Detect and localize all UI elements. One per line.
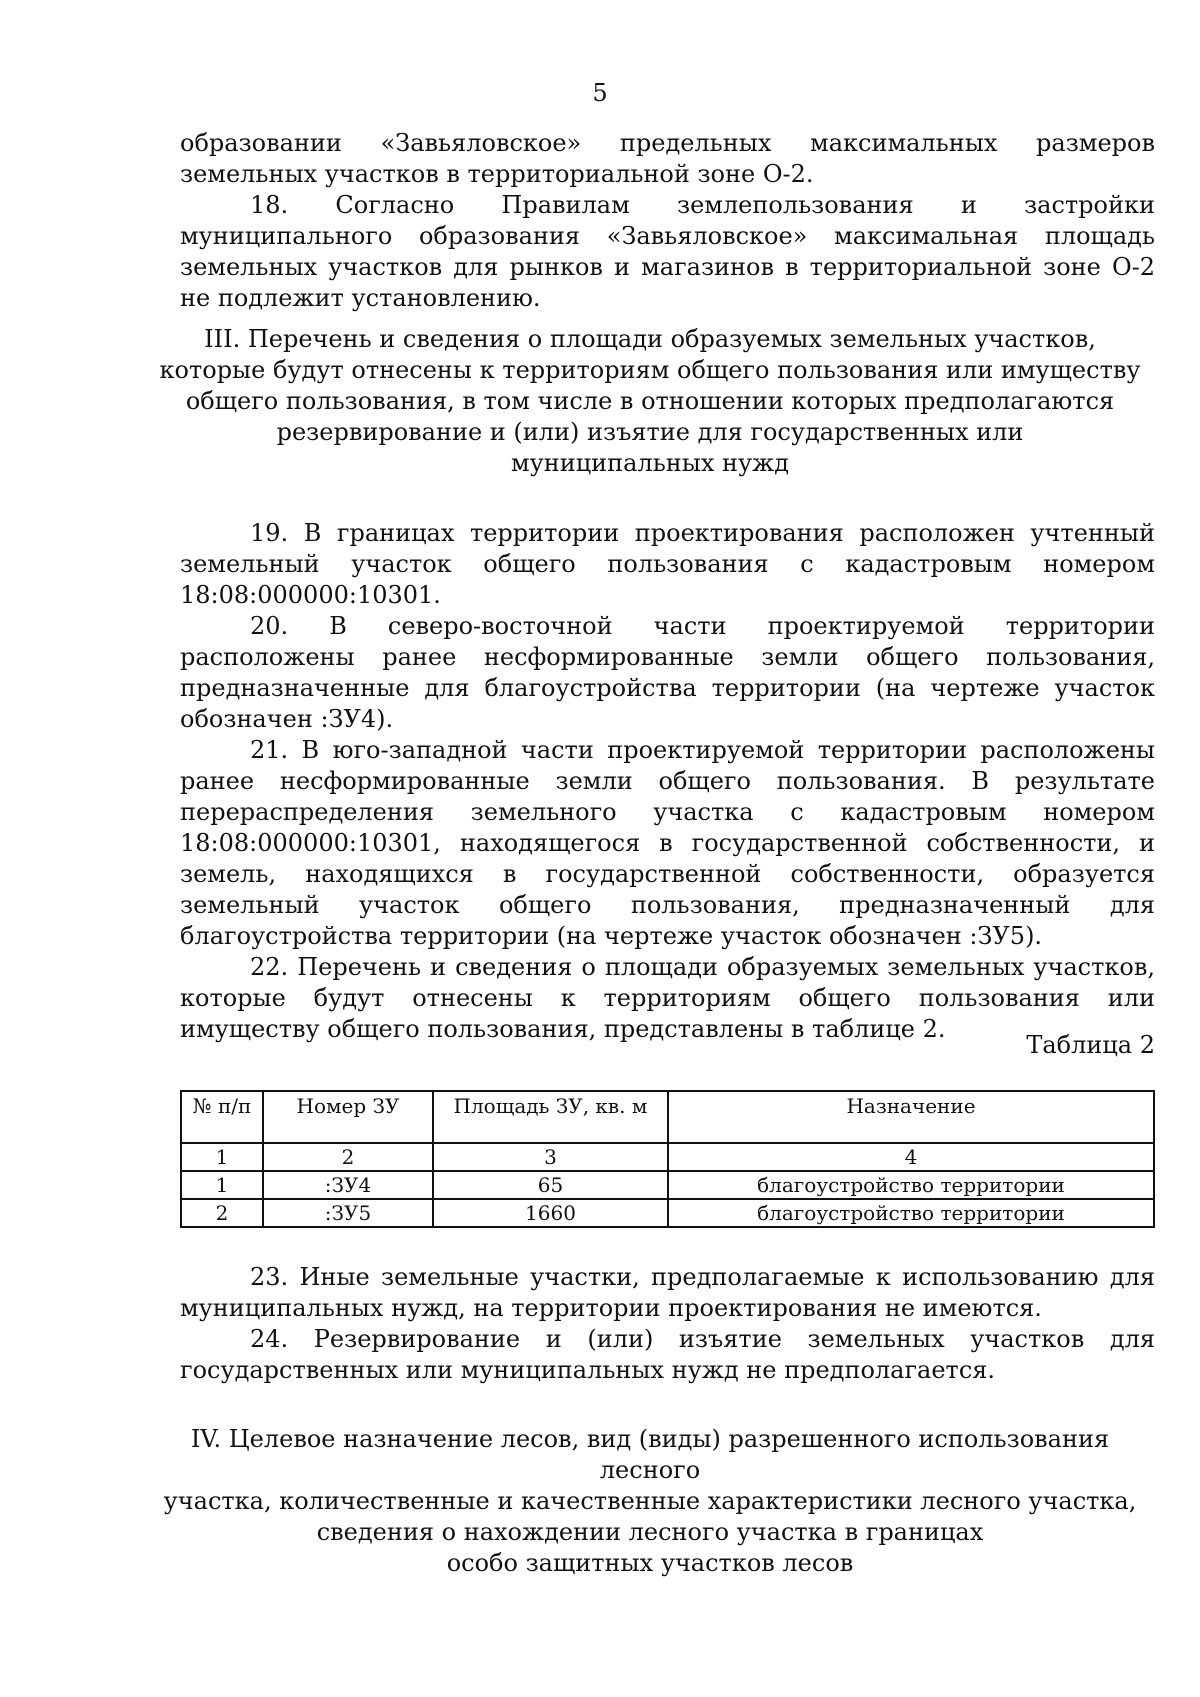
- table-caption: Таблица 2: [1026, 1031, 1155, 1059]
- table-cell: 1: [181, 1171, 263, 1199]
- heading-line: которые будут отнесены к территориям общего пользования или имуществу: [159, 356, 1141, 384]
- header-cell: № п/п: [181, 1091, 263, 1143]
- heading-line: муниципальных нужд: [510, 449, 790, 477]
- column-number-cell: 2: [263, 1143, 433, 1171]
- heading-line: III. Перечень и сведения о площади образуемых земельных участков,: [204, 325, 1096, 353]
- paragraph-22: 22. Перечень и сведения о площади образуемых земельных участков, которые будут отнесены к территориям общего пользования или имуществу общего пользования, представлены в таблице 2.: [180, 953, 1155, 1043]
- table-cell: :ЗУ5: [263, 1199, 433, 1227]
- heading-line: резервирование и (или) изъятие для государственных или: [276, 418, 1024, 446]
- header-cell: Площадь ЗУ, кв. м: [433, 1091, 668, 1143]
- paragraph-21: 21. В юго-западной части проектируемой территории расположены ранее несформированные земли общего пользования. В результате перераспределения земельного участка с кадастровым номером 18:08:000000:10301, находящегося в государственной собственности, и земель, находящихся в государственной собственности, образуется земельный участок общего пользования, предназначенный для благоустройства территории (на чертеже участок обозначен :ЗУ5).: [180, 736, 1155, 950]
- table-cell: благоустройство территории: [668, 1171, 1154, 1199]
- middle-paragraphs: [180, 518, 1155, 1045]
- table-cell: 1660: [433, 1199, 668, 1227]
- paragraph-20: 20. В северо-восточной части проектируемой территории расположены ранее несформированные земли общего пользования, предназначенные для благоустройства территории (на чертеже участок обозначен :ЗУ4).: [180, 612, 1155, 733]
- heading-line: общего пользования, в том числе в отношении которых предполагаются: [185, 387, 1115, 415]
- paragraph-continued: образовании «Завьяловское» предельных максимальных размеров земельных участков в территориальной зоне О-2.: [180, 129, 1155, 188]
- header-cell: Назначение: [668, 1091, 1154, 1143]
- table-cell: 65: [433, 1171, 668, 1199]
- column-number-cell: 3: [433, 1143, 668, 1171]
- table-2: [180, 1090, 1155, 1228]
- bottom-paragraphs: [180, 1262, 1155, 1386]
- paragraph-18: 18. Согласно Правилам землепользования и застройки муниципального образования «Завьяловское» максимальная площадь земельных участков для рынков и магазинов в территориальной зоне О-2 не подлежит установлению.: [180, 191, 1155, 312]
- heading-line: особо защитных участков лесов: [446, 1549, 854, 1577]
- heading-line: участка, количественные и качественные характеристики лесного участка,: [163, 1487, 1137, 1515]
- table-cell: :ЗУ4: [263, 1171, 433, 1199]
- top-paragraphs: [180, 128, 1155, 314]
- header-cell: Номер ЗУ: [263, 1091, 433, 1143]
- paragraph-24: 24. Резервирование и (или) изъятие земельных участков для государственных или муниципальных нужд не предполагается.: [180, 1325, 1155, 1384]
- table-row: [181, 1171, 1154, 1199]
- section-3-heading: [150, 324, 1150, 479]
- column-number-row: [181, 1143, 1154, 1171]
- section-4-heading: [150, 1424, 1150, 1579]
- table-cell: 2: [181, 1199, 263, 1227]
- table-header-row: [181, 1091, 1154, 1143]
- paragraph-23: 23. Иные земельные участки, предполагаемые к использованию для муниципальных нужд, на территории проектирования не имеются.: [180, 1263, 1155, 1322]
- table-cell: благоустройство территории: [668, 1199, 1154, 1227]
- page-number: 5: [592, 79, 608, 107]
- table-row: [181, 1199, 1154, 1227]
- column-number-cell: 1: [181, 1143, 263, 1171]
- column-number-cell: 4: [668, 1143, 1154, 1171]
- paragraph-19: 19. В границах территории проектирования расположен учтенный земельный участок общего пользования с кадастровым номером 18:08:000000:10301.: [180, 519, 1155, 609]
- heading-line: сведения о нахождении лесного участка в границах: [316, 1518, 984, 1546]
- heading-line: IV. Целевое назначение лесов, вид (виды) разрешенного использования лесного: [190, 1425, 1110, 1484]
